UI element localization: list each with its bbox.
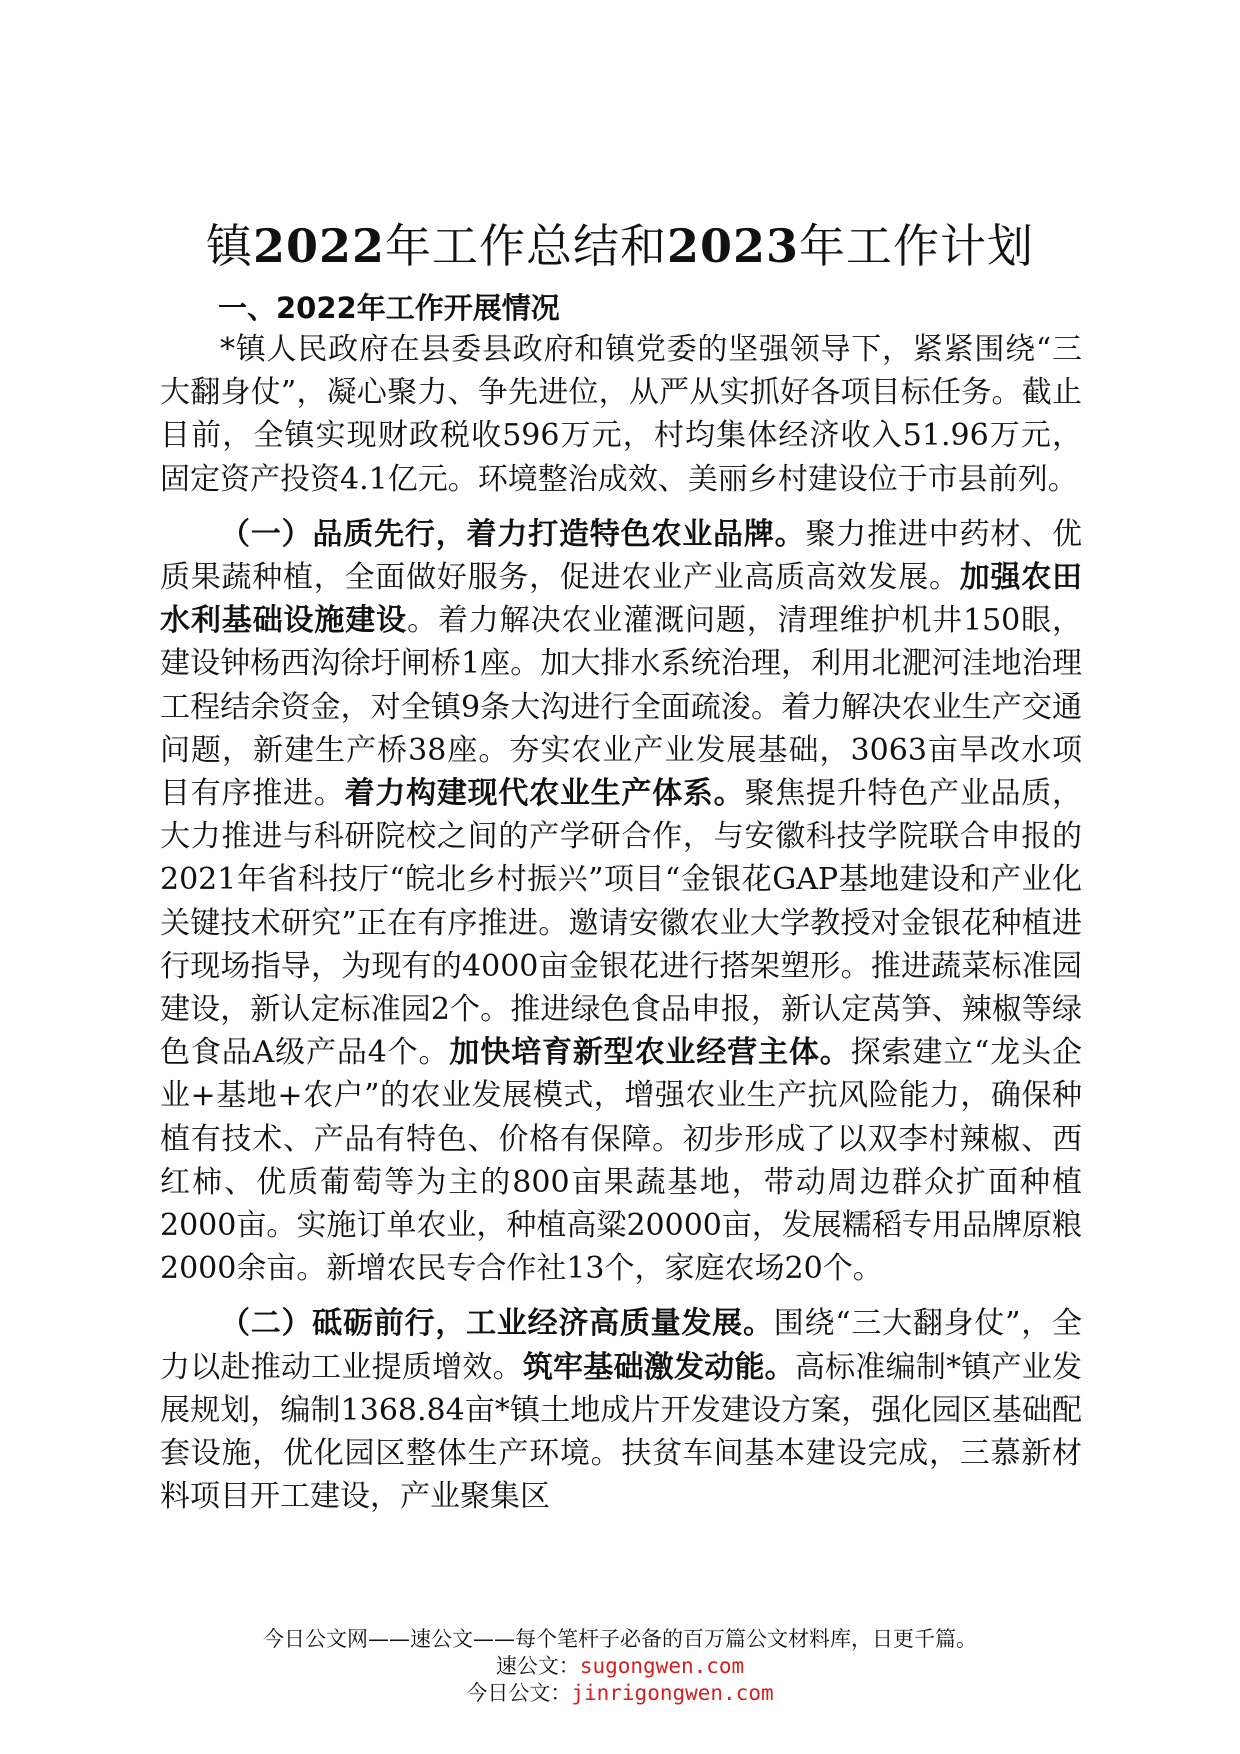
heading-modern-agriculture: 着力构建现代农业生产体系。 <box>344 776 745 812</box>
text-irrigation: 。着力解决农业灌溉问题，清理维护机井150眼，建设钟杨西沟徐圩闸桥1座。加大排水系统治理，利用北淝河洼地治理工程结余资金，对全镇9条大沟进行全面疏浚。着力解决农业生产交通问题，新建生产桥38座。夯实农业产业发展基础，3063亩旱改水项目有序推进。 <box>160 603 1083 812</box>
footer-sugongwen-label: 速公文： <box>495 1654 580 1678</box>
footer-sugongwen <box>0 1653 1240 1680</box>
title-middle: 年工作总结和 <box>385 219 667 273</box>
heading-new-operators: 加快培育新型农业经营主体。 <box>449 1035 851 1071</box>
footer-jinrigongwen-link[interactable]: jinrigongwen.com <box>571 1681 774 1705</box>
footer-sugongwen-link[interactable]: sugongwen.com <box>579 1654 745 1678</box>
title-prefix: 镇 <box>205 219 253 273</box>
intro-paragraph: *镇人民政府在县委县政府和镇党委的坚强领导下，紧紧围绕“三大翻身仗”，凝心聚力、争先进位，从严从实抓好各项目标任务。截止目前，全镇实现财政税收596万元，村均集体经济收入51.96万元，固定资产投资4.1亿元。环境整治成效、美丽乡村建设位于市县前列。 <box>160 332 1082 497</box>
text-industry-1: 围绕“三大翻身仗”，全力以赴推动工业提质增效。 <box>160 1306 1082 1385</box>
heading-irrigation: 加强农田水利基础设施建设 <box>160 560 1083 639</box>
heading-foundation: 筑牢基础激发动能。 <box>522 1349 795 1385</box>
paragraph-agriculture <box>160 513 1082 1291</box>
page-title <box>0 218 1240 274</box>
text-agriculture-1: 聚力推进中药材、优质果蔬种植，全面做好服务，促进农业产业高质高效发展。 <box>160 516 1083 596</box>
text-new-operators: 探索建立“龙头企业+基地+农户”的农业发展模式，增强农业生产抗风险能力，确保种植有技术、产品有特色、价格有保障。初步形成了以双李村辣椒、西红柿、优质葡萄等为主的800亩果蔬基地，带动周边群众扩面种植2000亩。实施订单农业，种植高粱20000亩，发展糯稻专用品牌原粮2000余亩。新增农民专合作社13个，家庭农场20个。 <box>160 1035 1082 1287</box>
title-year-2023: 2023 <box>667 219 800 273</box>
title-suffix: 年工作计划 <box>799 219 1035 273</box>
section-heading: 一、2022年工作开展情况 <box>218 291 560 325</box>
text-foundation: 高标准编制*镇产业发展规划，编制1368.84亩*镇土地成片开发建设方案，强化园区基础配套设施，优化园区整体生产环境。扶贫车间基本建设完成，三慕新材料项目开工建设，产业聚集区 <box>160 1349 1083 1515</box>
footer-jinrigongwen-label: 今日公文： <box>466 1681 572 1705</box>
heading-industry: （二）砥砺前行，工业经济高质量发展。 <box>220 1306 774 1342</box>
footer-slogan: 今日公文网——速公文——每个笔杆子必备的百万篇公文材料库，日更千篇。 <box>263 1627 977 1651</box>
document-body <box>160 288 1082 1518</box>
text-modern-agriculture: 聚焦提升特色产业品质，大力推进与科研院校之间的产学研合作，与安徽科技学院联合申报的2021年省科技厅“皖北乡村振兴”项目“金银花GAP基地建设和产业化关键技术研究”正在有序推进。邀请安徽农业大学教授对金银花种植进行现场指导，为现有的4000亩金银花进行搭架塑形。推进蔬菜标准园建设，新认定标准园2个。推进绿色食品申报，新认定莴笋、辣椒等绿色食品A级产品4个。 <box>160 776 1083 1071</box>
footer-jinrigongwen <box>0 1680 1240 1707</box>
title-year-2022: 2022 <box>252 219 385 273</box>
paragraph-industry <box>160 1302 1082 1518</box>
footer <box>0 1626 1240 1707</box>
heading-agriculture: （一）品质先行，着力打造特色农业品牌。 <box>220 516 806 552</box>
